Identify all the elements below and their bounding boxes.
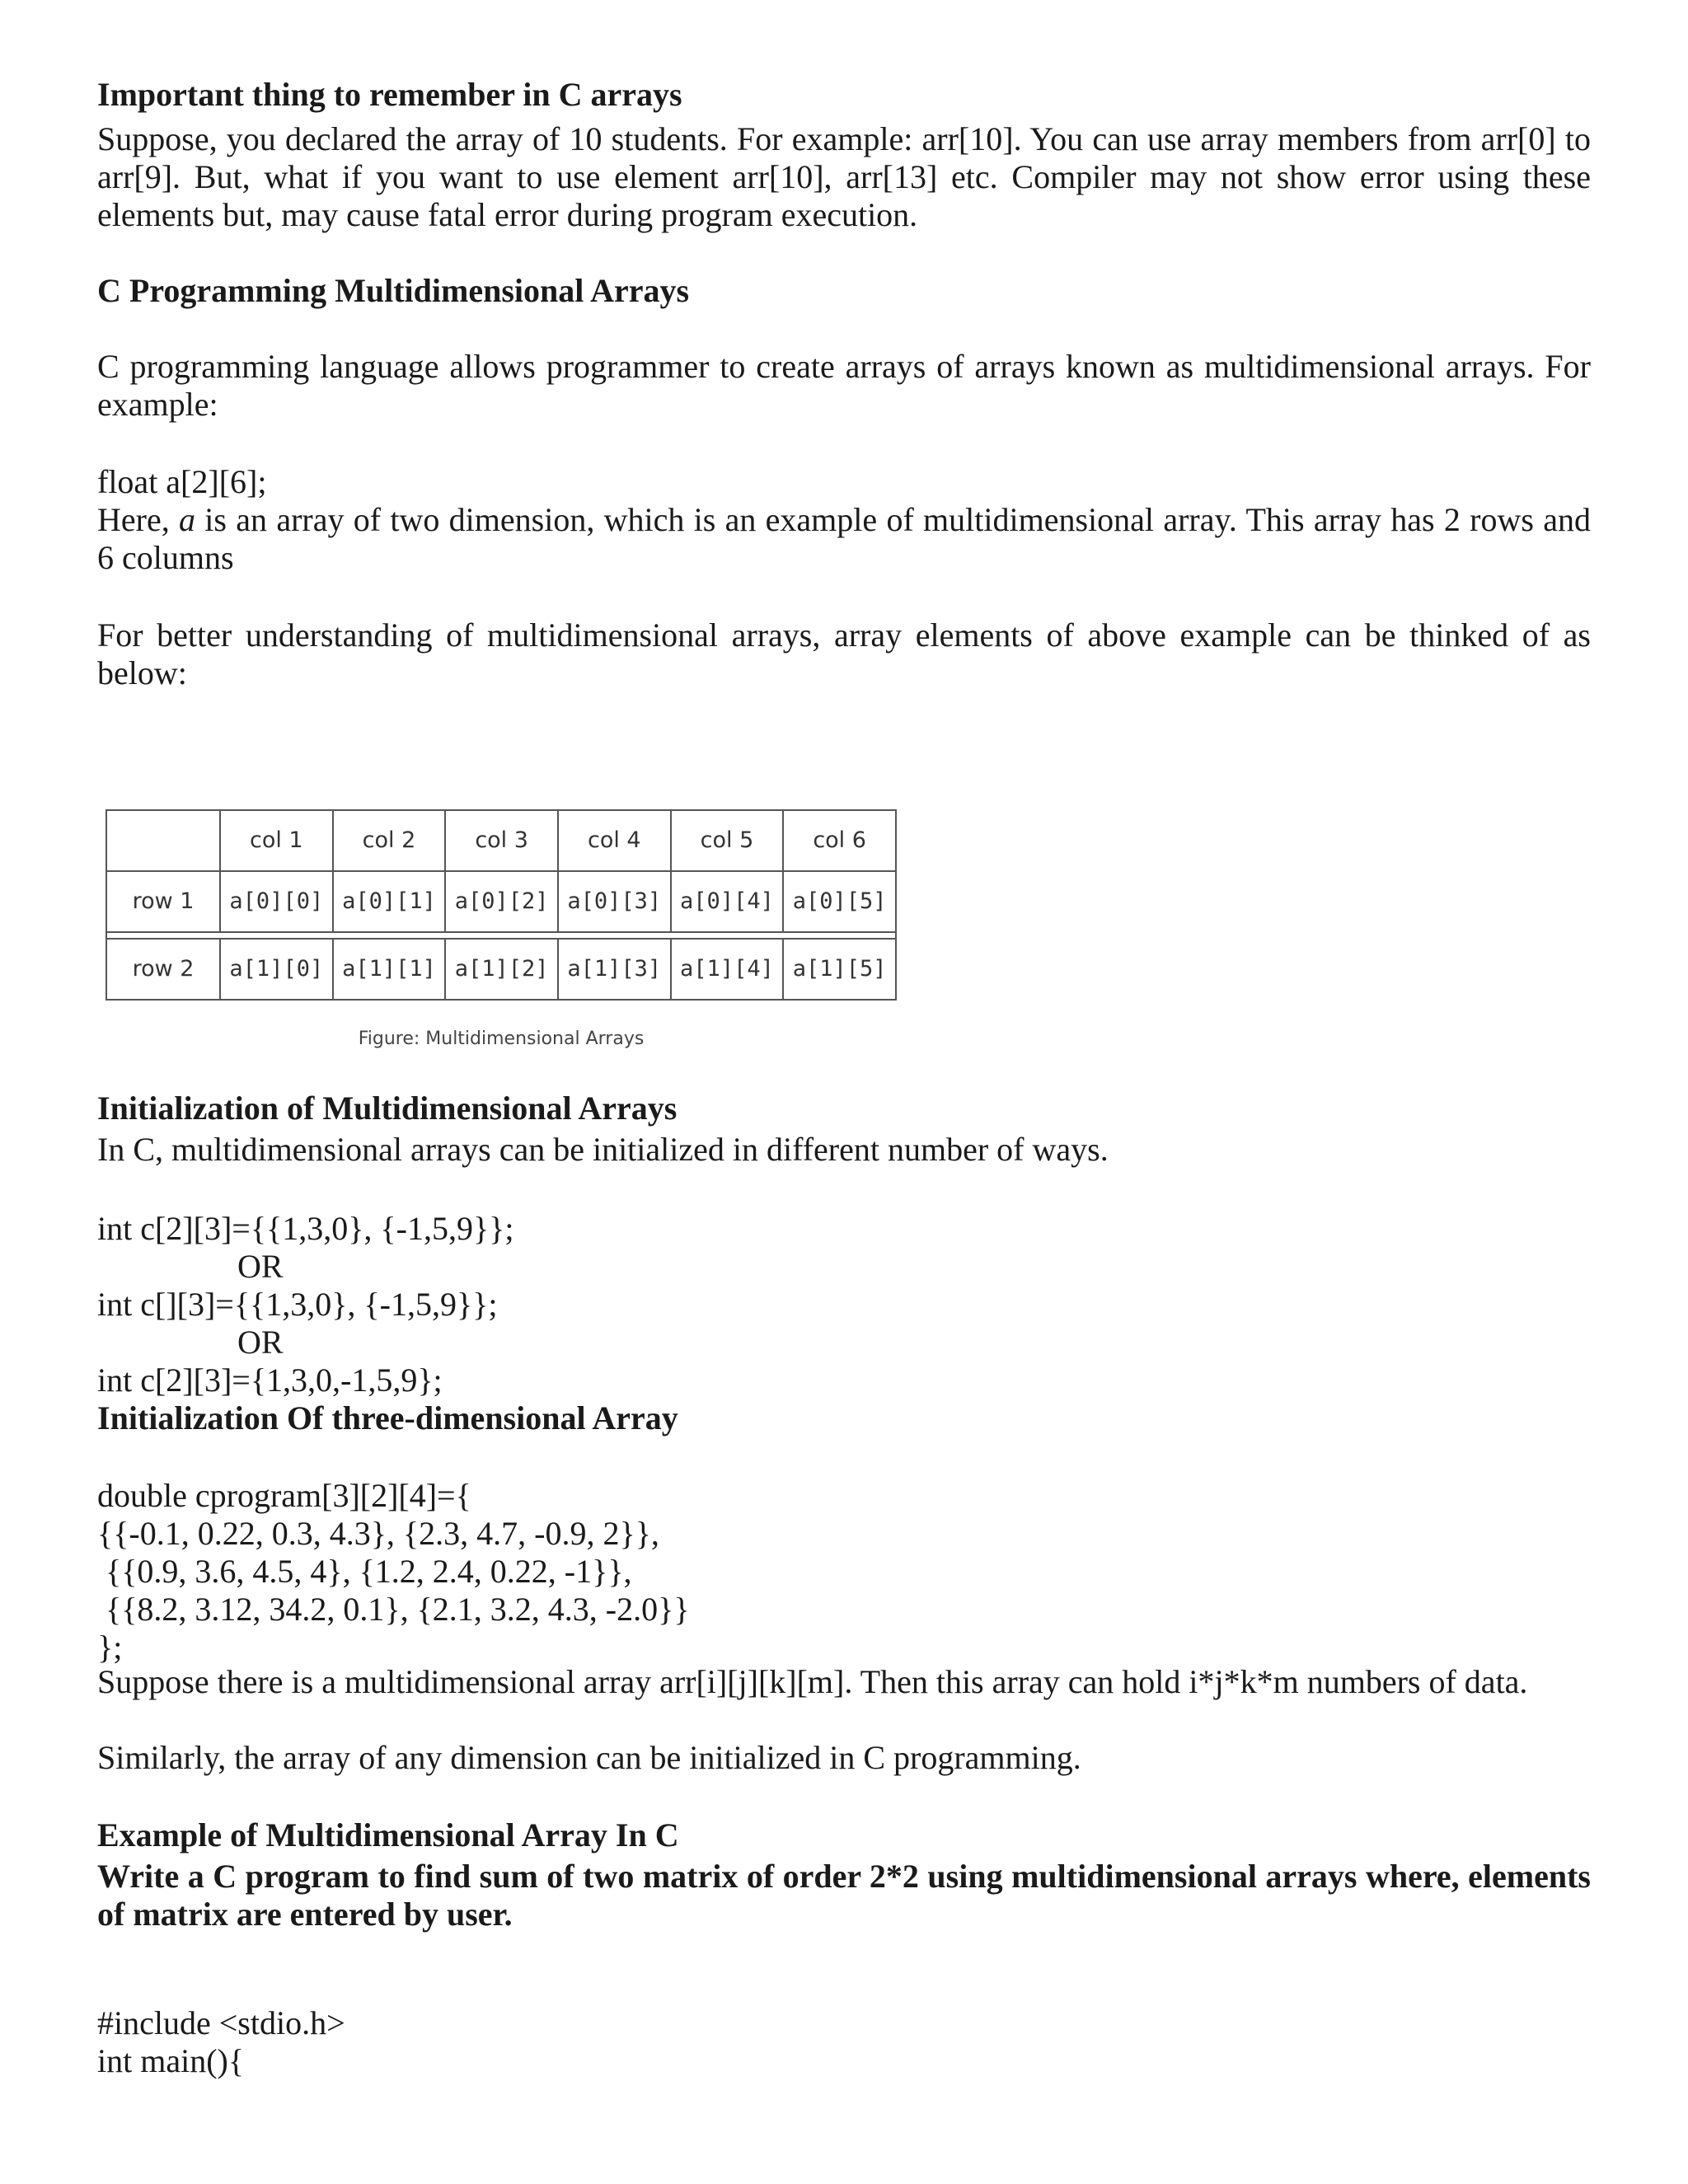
or-separator: OR — [237, 1324, 284, 1361]
table-header-row — [106, 810, 896, 871]
heading-example: Example of Multidimensional Array In C — [97, 1816, 679, 1854]
code-line: #include <stdio.h> — [97, 2004, 345, 2041]
row-header: row 2 — [106, 939, 220, 1000]
code-line: {{8.2, 3.12, 34.2, 0.1}, {2.1, 3.2, 4.3, -2.0}} — [97, 1591, 690, 1628]
table-cell: a[1][4] — [671, 939, 784, 1000]
table-cell: a[0][1] — [333, 871, 446, 932]
code-line: {{0.9, 3.6, 4.5, 4}, {1.2, 2.4, 0.22, -1}}, — [97, 1553, 632, 1590]
figure-multidimensional-array — [106, 809, 897, 1058]
paragraph-text: Here, — [97, 501, 180, 538]
figure-caption: Figure: Multidimensional Arrays — [358, 1029, 645, 1049]
table-cell: a[1][5] — [783, 939, 896, 1000]
paragraph-initialization: In C, multidimensional arrays can be initialized in different number of ways. — [97, 1131, 1109, 1168]
task-description: Write a C program to find sum of two matrix of order 2*2 using multidimensional arrays where, elements of matrix are entered by user. — [97, 1858, 1591, 1933]
heading-three-dimensional: Initialization Of three-dimensional Array — [97, 1399, 678, 1436]
table-corner-cell — [106, 810, 220, 871]
table-cell: a[0][3] — [558, 871, 671, 932]
table-cell: a[0][4] — [671, 871, 784, 932]
column-header: col 1 — [220, 810, 333, 871]
code-line: {{-0.1, 0.22, 0.3, 4.3}, {2.3, 4.7, -0.9, 2}}, — [97, 1515, 659, 1552]
table-cell: a[0][2] — [445, 871, 558, 932]
table-spacer-row — [106, 932, 896, 939]
table-spacer-cell — [106, 932, 896, 939]
table-cell: a[0][0] — [220, 871, 333, 932]
code-init-3: int c[2][3]={1,3,0,-1,5,9}; — [97, 1361, 443, 1399]
code-init-2: int c[][3]={{1,3,0}, {-1,5,9}}; — [97, 1286, 498, 1323]
paragraph-multidimensional-intro: C programming language allows programmer to create arrays of arrays known as multidimensional arrays. For example: — [97, 348, 1591, 423]
table-cell: a[0][5] — [783, 871, 896, 932]
array-grid-table — [106, 809, 897, 1001]
row-header: row 1 — [106, 871, 220, 932]
column-header: col 3 — [445, 810, 558, 871]
paragraph-any-dimension: Similarly, the array of any dimension can be initialized in C programming. — [97, 1739, 1081, 1776]
column-header: col 5 — [671, 810, 784, 871]
table-cell: a[1][1] — [333, 939, 446, 1000]
table-cell: a[1][2] — [445, 939, 558, 1000]
table-cell: a[1][3] — [558, 939, 671, 1000]
table-row — [106, 871, 896, 932]
paragraph-two-dimension — [97, 501, 1591, 577]
paragraph-array-capacity: Suppose there is a multidimensional array arr[i][j][k][m]. Then this array can hold i*j*k*m numbers of data. — [97, 1663, 1528, 1700]
heading-important-thing: Important thing to remember in C arrays — [97, 76, 682, 113]
variable-name: a — [179, 501, 196, 538]
column-header: col 2 — [333, 810, 446, 871]
column-header: col 6 — [783, 810, 896, 871]
heading-multidimensional-arrays: C Programming Multidimensional Arrays — [97, 272, 690, 309]
code-line: }; — [97, 1629, 123, 1666]
table-row — [106, 939, 896, 1000]
heading-initialization: Initialization of Multidimensional Arrays — [97, 1090, 678, 1127]
code-init-1: int c[2][3]={{1,3,0}, {-1,5,9}}; — [97, 1210, 514, 1247]
paragraph-better-understanding: For better understanding of multidimensional arrays, array elements of above example can be thinked of as below: — [97, 616, 1591, 691]
code-line: int main(){ — [97, 2042, 245, 2079]
code-float-declaration: float a[2][6]; — [97, 463, 267, 500]
column-header: col 4 — [558, 810, 671, 871]
or-separator: OR — [237, 1248, 284, 1285]
table-cell: a[1][0] — [220, 939, 333, 1000]
code-line: double cprogram[3][2][4]={ — [97, 1477, 471, 1514]
paragraph-text: is an array of two dimension, which is an example of multidimensional array. This array has 2 rows and 6 columns — [97, 501, 1591, 576]
paragraph-array-bounds: Suppose, you declared the array of 10 students. For example: arr[10]. You can use array members from arr[0] to arr[9]. But, what if you want to use element arr[10], arr[13] etc. Compiler may not show error using these elements but, may cause fatal error during program execution. — [97, 120, 1591, 233]
